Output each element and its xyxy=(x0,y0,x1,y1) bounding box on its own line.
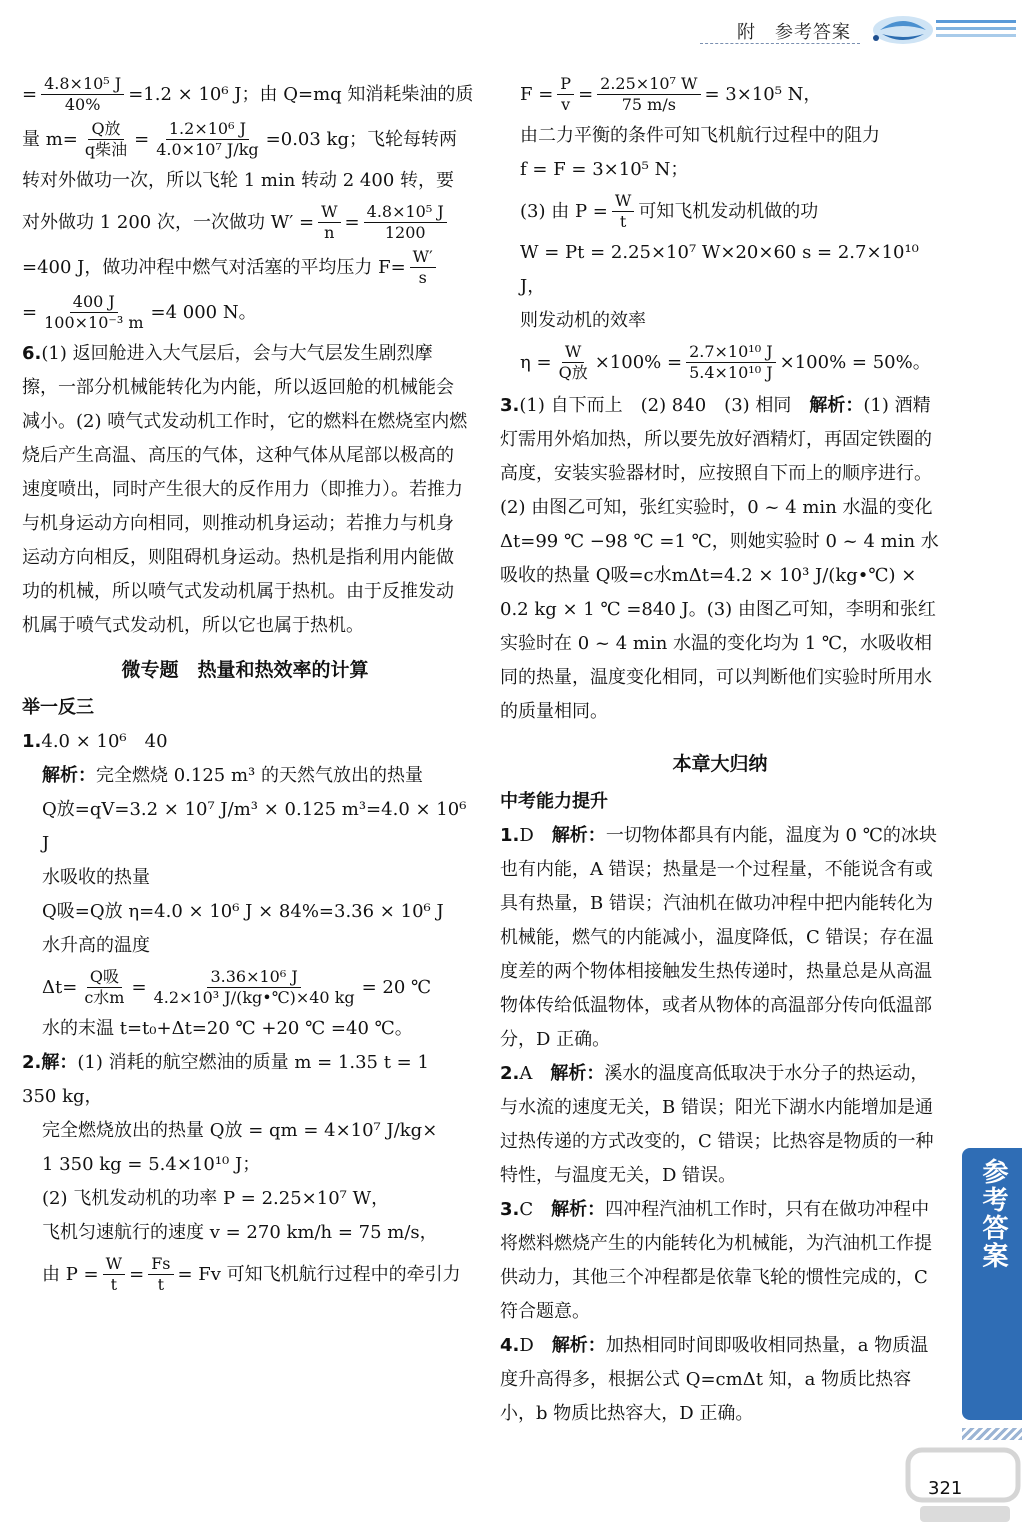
numerator: 3.36×10⁶ J xyxy=(207,967,300,988)
numerator: 2.25×10⁷ W xyxy=(597,74,700,95)
question-number: 2. xyxy=(22,1052,42,1073)
text-line: 完全燃烧放出的热量 Q放 = qm = 4×10⁷ J/kg× xyxy=(42,1120,438,1141)
text: F = xyxy=(520,83,554,105)
denominator: 4.2×10³ J/(kg•℃)×40 kg xyxy=(153,988,355,1007)
text-line: f = F = 3×10⁵ N； xyxy=(520,159,689,180)
denominator: t xyxy=(619,212,627,231)
answer-2 xyxy=(500,1057,940,1193)
section-title: 微专题 热量和热效率的计算 xyxy=(121,659,369,681)
fraction xyxy=(41,292,146,333)
page-number: 321 xyxy=(928,1478,963,1499)
watermark-logo-icon xyxy=(900,1440,1025,1530)
text: = xyxy=(578,83,594,105)
subsection-title: 举一反三 xyxy=(22,697,94,718)
numerator: W xyxy=(562,342,584,363)
text: = xyxy=(129,1263,145,1285)
subsection-title: 中考能力提升 xyxy=(500,791,608,812)
equation-line xyxy=(22,74,474,115)
denominator: v xyxy=(561,95,571,114)
denominator: n xyxy=(324,223,335,242)
answer-6 xyxy=(22,337,468,643)
answer-value: C xyxy=(519,1199,552,1220)
text: 量 m= xyxy=(22,128,78,150)
text-line: Q放=qV=3.2 × 10⁷ J/m³ × 0.125 m³=4.0 × 10⁶ J xyxy=(42,799,467,854)
fraction xyxy=(364,202,447,243)
numerator: W xyxy=(103,1254,125,1275)
numerator: W xyxy=(612,191,634,212)
equation-line xyxy=(22,202,468,243)
question-number: 6. xyxy=(22,343,42,364)
text: η = xyxy=(520,351,552,373)
fraction xyxy=(41,74,124,115)
fraction xyxy=(556,342,591,383)
answer-4 xyxy=(500,1329,940,1431)
answer-text: 一切物体都具有内能，温度为 0 ℃的冰块也有内能，A 错误；热量是一个过程量，不能说含有或具有热量，B 错误；汽油机在做功冲程中把内能转化为机械能，燃气的内能减小，温度降低，C 错误；存在温度差的两个物体相接触发生热传递时，热量总是从高温物体传给低温物体，或者从物体的高温部分传向低温部分，D 正确。 xyxy=(500,825,937,1050)
fraction xyxy=(81,967,127,1008)
text: = xyxy=(344,211,360,233)
numerator: 2.7×10¹⁰ J xyxy=(686,342,776,363)
equation-line xyxy=(22,292,468,333)
numerator: 4.8×10⁵ J xyxy=(364,202,447,223)
text: =400 J，做功冲程中燃气对活塞的平均压力 F= xyxy=(22,256,406,278)
denominator: Q放 xyxy=(558,363,588,382)
analysis-label: 解析： xyxy=(809,395,864,416)
fraction xyxy=(410,247,436,288)
text-line: 水的末温 t=t₀+Δt=20 ℃ +20 ℃ =40 ℃。 xyxy=(42,1018,413,1039)
text: = 3×10⁵ N， xyxy=(704,83,822,105)
equation-line xyxy=(22,1254,468,1295)
answer-text: 溪水的温度高低取决于水分子的热运动，与水流的速度无关，B 错误；阳光下湖水内能增加是通过热传递的方式改变的，C 错误；比热容是物质的一种特性，与温度无关，D 错误。 xyxy=(500,1063,934,1186)
question-number: 3. xyxy=(500,1199,520,1220)
answer-value: A xyxy=(519,1063,551,1084)
text-line: 水升高的温度 xyxy=(42,935,150,956)
text: = xyxy=(134,128,150,150)
section-title: 本章大归纳 xyxy=(672,753,768,775)
answer-2 xyxy=(22,1046,468,1114)
numerator: 4.8×10⁵ J xyxy=(41,74,124,95)
text: =1.2 × 10⁶ J；由 Q=mq 知消耗柴油的质 xyxy=(128,83,474,105)
tab-decoration xyxy=(962,1428,1022,1440)
denominator: 75 m/s xyxy=(621,95,676,114)
fraction xyxy=(557,74,574,115)
text: = 20 ℃ xyxy=(361,976,432,998)
tab-label: 参考答案 xyxy=(978,1158,1008,1270)
answer-value: (1) 自下而上 (2) 840 (3) 相同 xyxy=(519,395,810,416)
question-number: 4. xyxy=(500,1335,520,1356)
question-number: 1. xyxy=(500,825,520,846)
text-line: 转对外做功一次，所以飞轮 1 min 转动 2 400 转，要 xyxy=(22,170,455,191)
equation-line xyxy=(500,191,940,232)
text: = xyxy=(22,301,38,323)
denominator: 100×10⁻³ m xyxy=(44,313,144,332)
answer-text: 四冲程汽油机工作时，只有在做功冲程中将燃料燃烧产生的内能转化为机械能，为汽油机工作提供动力，其他三个冲程都是依靠飞轮的惯性完成的，C 符合题意。 xyxy=(500,1199,932,1322)
denominator: s xyxy=(418,268,427,287)
text: ×100% = xyxy=(594,351,683,373)
denominator: t xyxy=(110,1275,118,1294)
text: = Fv 可知飞机航行过程中的牵引力 xyxy=(177,1263,461,1285)
answer-1 xyxy=(22,725,468,759)
text: = xyxy=(131,976,147,998)
right-column xyxy=(500,70,940,1431)
text-line: 水吸收的热量 xyxy=(42,867,150,888)
answer-value: 4.0 × 10⁶ 40 xyxy=(41,731,168,752)
text: 可知飞机发动机做的功 xyxy=(638,200,819,222)
answer-value: D xyxy=(519,1335,552,1356)
numerator: Q放 xyxy=(88,119,123,140)
solution-label: 解： xyxy=(41,1052,78,1073)
numerator: W′ xyxy=(410,247,436,268)
header-title: 附 参考答案 xyxy=(737,22,851,43)
text: = xyxy=(22,83,38,105)
denominator: q柴油 xyxy=(84,140,128,159)
fraction xyxy=(597,74,700,115)
equation-line xyxy=(22,247,468,288)
answer-3 xyxy=(500,389,940,729)
text: 由 P = xyxy=(42,1263,99,1285)
question-number: 1. xyxy=(22,731,42,752)
answer-section-tab xyxy=(962,1148,1022,1420)
analysis-label: 解析： xyxy=(42,765,96,786)
book-logo-icon xyxy=(868,8,1018,48)
analysis-label: 解析： xyxy=(551,1199,606,1220)
answer-1 xyxy=(500,819,940,1057)
fraction xyxy=(82,119,130,160)
answer-text: (1) 酒精灯需用外焰加热，所以要先放好酒精灯，再固定铁圈的高度，安装实验器材时，应按照自下而上的顺序进行。(2) 由图乙可知，张红实验时，0 ~ 4 min 水温的变化 Δt=99 ℃ −98 ℃ =1 ℃，则她实验时 0 ~ 4 min 水吸收的热量 Q吸=c水mΔt=4.2 × 10³ J/(kg•℃) × 0.2 kg × 1 ℃ =840 J。(3) 由图乙可知，李明和张红实验时在 0 ~ 4 min 水温的变化均为 1 ℃，水吸收相同的热量，温度变化相同，可以判断他们实验时所用水的质量相同。 xyxy=(500,395,939,722)
numerator: P xyxy=(557,74,574,95)
text: =4 000 N。 xyxy=(150,301,257,323)
text-line: W = Pt = 2.25×10⁷ W×20×60 s = 2.7×10¹⁰ J， xyxy=(520,242,919,297)
numerator: Q吸 xyxy=(87,967,122,988)
equation-line xyxy=(22,119,468,160)
fraction xyxy=(318,202,340,243)
numerator: W xyxy=(318,202,340,223)
text-line xyxy=(22,759,468,793)
denominator: t xyxy=(157,1275,165,1294)
answer-value: D xyxy=(519,825,552,846)
fraction xyxy=(153,119,261,160)
fraction xyxy=(148,1254,173,1295)
text: (1) 消耗的航空燃油的质量 m = 1.35 t = 1 350 kg， xyxy=(22,1052,429,1107)
numerator: 400 J xyxy=(70,292,118,313)
denominator: c水m xyxy=(84,988,125,1007)
text-line: 飞机匀速航行的速度 v = 270 km/h = 75 m/s， xyxy=(42,1222,438,1243)
question-number: 2. xyxy=(500,1063,520,1084)
text: =0.03 kg；飞轮每转两 xyxy=(265,128,457,150)
text-line: 1 350 kg = 5.4×10¹⁰ J； xyxy=(42,1154,261,1175)
text-line: 由二力平衡的条件可知飞机航行过程中的阻力 xyxy=(520,125,880,146)
numerator: 1.2×10⁶ J xyxy=(166,119,249,140)
fraction xyxy=(103,1254,125,1295)
analysis-label: 解析： xyxy=(551,1335,606,1356)
text: Δt= xyxy=(42,976,78,998)
answer-3 xyxy=(500,1193,940,1329)
equation-line xyxy=(500,74,940,115)
text-line: (2) 飞机发动机的功率 P = 2.25×10⁷ W， xyxy=(42,1188,390,1209)
denominator: 40% xyxy=(64,95,101,114)
denominator: 5.4×10¹⁰ J xyxy=(689,363,773,382)
numerator: Fs xyxy=(148,1254,173,1275)
text: (3) 由 P = xyxy=(520,200,608,222)
text: ×100% = 50%。 xyxy=(779,351,931,373)
denominator: 4.0×10⁷ J/kg xyxy=(156,140,259,159)
answer-text: (1) 返回舱进入大气层后，会与大气层发生剧烈摩擦，一部分机械能转化为内能，所以返回舱的机械能会减小。(2) 喷气式发动机工作时，它的燃料在燃烧室内燃烧后产生高温、高压的气体，这种气体从尾部以极高的速度喷出，同时产生很大的反作用力（即推力）。若推力与机身运动方向相同，则推动机身运动；若推力与机身运动方向相反，则阻碍机身运动。热机是指利用内能做功的机械，所以喷气式发动机属于热机。由于反推发动机属于喷气式发动机，所以它也属于热机。 xyxy=(22,343,468,636)
text-line: 则发动机的效率 xyxy=(520,310,646,331)
equation-line xyxy=(22,967,468,1008)
text: 完全燃烧 0.125 m³ 的天然气放出的热量 xyxy=(96,765,423,786)
equation-line xyxy=(500,342,940,383)
left-column xyxy=(22,70,474,1299)
denominator: 1200 xyxy=(384,223,426,242)
text-line: Q吸=Q放 η=4.0 × 10⁶ J × 84%=3.36 × 10⁶ J xyxy=(42,901,444,922)
text: 对外做功 1 200 次，一次做功 W′ = xyxy=(22,211,315,233)
fraction xyxy=(686,342,776,383)
analysis-label: 解析： xyxy=(550,1063,605,1084)
fraction xyxy=(612,191,634,232)
answer-text: 加热相同时间即吸收相同热量，a 物质温度升高得多，根据公式 Q=cmΔt 知，a 物质比热容小，b 物质比热容大，D 正确。 xyxy=(500,1335,929,1424)
fraction xyxy=(151,967,358,1008)
question-number: 3. xyxy=(500,395,520,416)
analysis-label: 解析： xyxy=(551,825,606,846)
